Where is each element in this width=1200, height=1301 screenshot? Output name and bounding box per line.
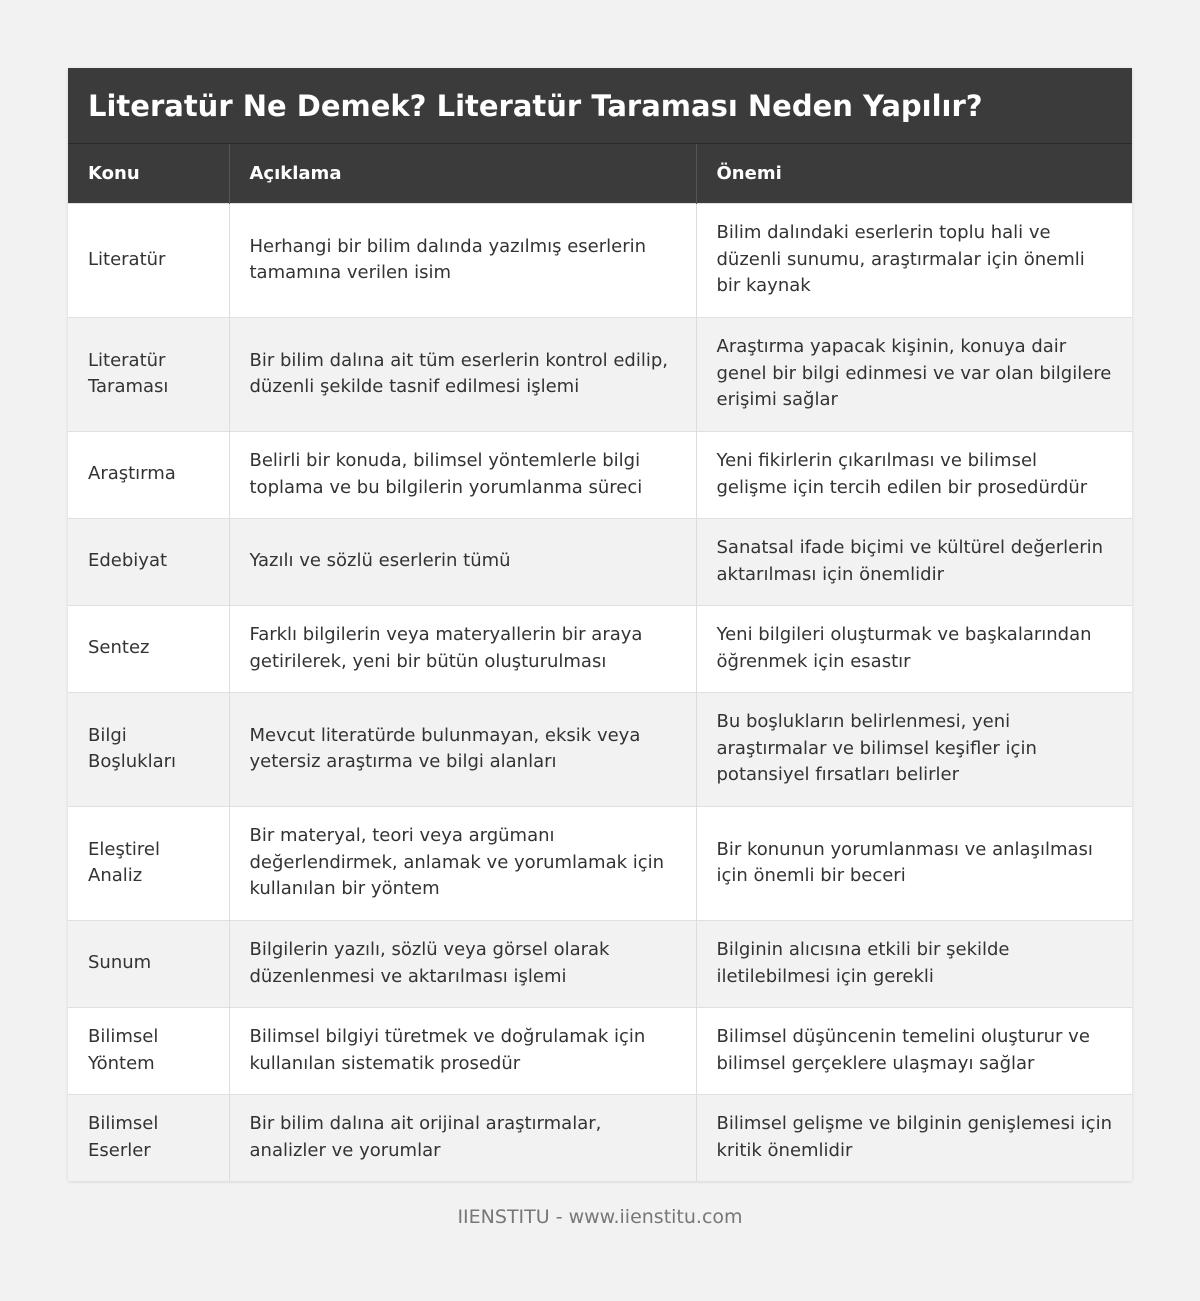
content-card	[68, 68, 1132, 1181]
table-row	[68, 317, 1132, 431]
header-konu: Konu	[68, 144, 229, 203]
cell-onemi: Araştırma yapacak kişinin, konuya dair genel bir bilgi edinmesi ve var olan bilgilere erişimi sağlar	[696, 317, 1132, 431]
cell-konu: Edebiyat	[68, 518, 229, 605]
cell-konu: Bilimsel Eserler	[68, 1094, 229, 1181]
footer-credit: IIENSTITU - www.iienstitu.com	[457, 1206, 743, 1228]
cell-aciklama: Mevcut literatürde bulunmayan, eksik veya yetersiz araştırma ve bilgi alanları	[229, 692, 696, 806]
cell-konu: Literatür	[68, 203, 229, 317]
data-table	[68, 144, 1132, 1181]
cell-onemi: Bilimsel düşüncenin temelini oluşturur ve bilimsel gerçeklere ulaşmayı sağlar	[696, 1007, 1132, 1094]
cell-konu: Bilimsel Yöntem	[68, 1007, 229, 1094]
table-row	[68, 605, 1132, 692]
cell-aciklama: Bir materyal, teori veya argümanı değerlendirmek, anlamak ve yorumlamak için kullanılan bir yöntem	[229, 806, 696, 920]
cell-aciklama: Herhangi bir bilim dalında yazılmış eserlerin tamamına verilen isim	[229, 203, 696, 317]
table-row	[68, 431, 1132, 518]
cell-konu: Bilgi Boşlukları	[68, 692, 229, 806]
table-row	[68, 920, 1132, 1007]
cell-konu: Eleştirel Analiz	[68, 806, 229, 920]
table-row	[68, 1007, 1132, 1094]
cell-aciklama: Bir bilim dalına ait orijinal araştırmalar, analizler ve yorumlar	[229, 1094, 696, 1181]
cell-onemi: Bilginin alıcısına etkili bir şekilde iletilebilmesi için gerekli	[696, 920, 1132, 1007]
cell-onemi: Yeni fikirlerin çıkarılması ve bilimsel gelişme için tercih edilen bir prosedürdür	[696, 431, 1132, 518]
cell-onemi: Bir konunun yorumlanması ve anlaşılması için önemli bir beceri	[696, 806, 1132, 920]
cell-onemi: Bilimsel gelişme ve bilginin genişlemesi için kritik önemlidir	[696, 1094, 1132, 1181]
cell-konu: Araştırma	[68, 431, 229, 518]
page-title: Literatür Ne Demek? Literatür Taraması Neden Yapılır?	[88, 88, 983, 123]
cell-onemi: Bu boşlukların belirlenmesi, yeni araştırmalar ve bilimsel keşifler için potansiyel fırsatları belirler	[696, 692, 1132, 806]
cell-aciklama: Bilgilerin yazılı, sözlü veya görsel olarak düzenlenmesi ve aktarılması işlemi	[229, 920, 696, 1007]
table-header-row	[68, 144, 1132, 203]
cell-aciklama: Yazılı ve sözlü eserlerin tümü	[229, 518, 696, 605]
title-bar	[68, 68, 1132, 144]
table-row	[68, 692, 1132, 806]
header-aciklama: Açıklama	[229, 144, 696, 203]
cell-konu: Sunum	[68, 920, 229, 1007]
table-row	[68, 203, 1132, 317]
table-row	[68, 518, 1132, 605]
cell-konu: Sentez	[68, 605, 229, 692]
table-row	[68, 1094, 1132, 1181]
cell-aciklama: Belirli bir konuda, bilimsel yöntemlerle bilgi toplama ve bu bilgilerin yorumlanma süreci	[229, 431, 696, 518]
cell-aciklama: Bir bilim dalına ait tüm eserlerin kontrol edilip, düzenli şekilde tasnif edilmesi işlemi	[229, 317, 696, 431]
cell-konu: Literatür Taraması	[68, 317, 229, 431]
cell-onemi: Sanatsal ifade biçimi ve kültürel değerlerin aktarılması için önemlidir	[696, 518, 1132, 605]
header-onemi: Önemi	[716, 162, 782, 184]
cell-aciklama: Farklı bilgilerin veya materyallerin bir araya getirilerek, yeni bir bütün oluşturulması	[229, 605, 696, 692]
cell-aciklama: Bilimsel bilgiyi türetmek ve doğrulamak için kullanılan sistematik prosedür	[229, 1007, 696, 1094]
table-row	[68, 806, 1132, 920]
cell-onemi: Yeni bilgileri oluşturmak ve başkalarından öğrenmek için esastır	[696, 605, 1132, 692]
cell-onemi: Bilim dalındaki eserlerin toplu hali ve düzenli sunumu, araştırmalar için önemli bir kaynak	[696, 203, 1132, 317]
